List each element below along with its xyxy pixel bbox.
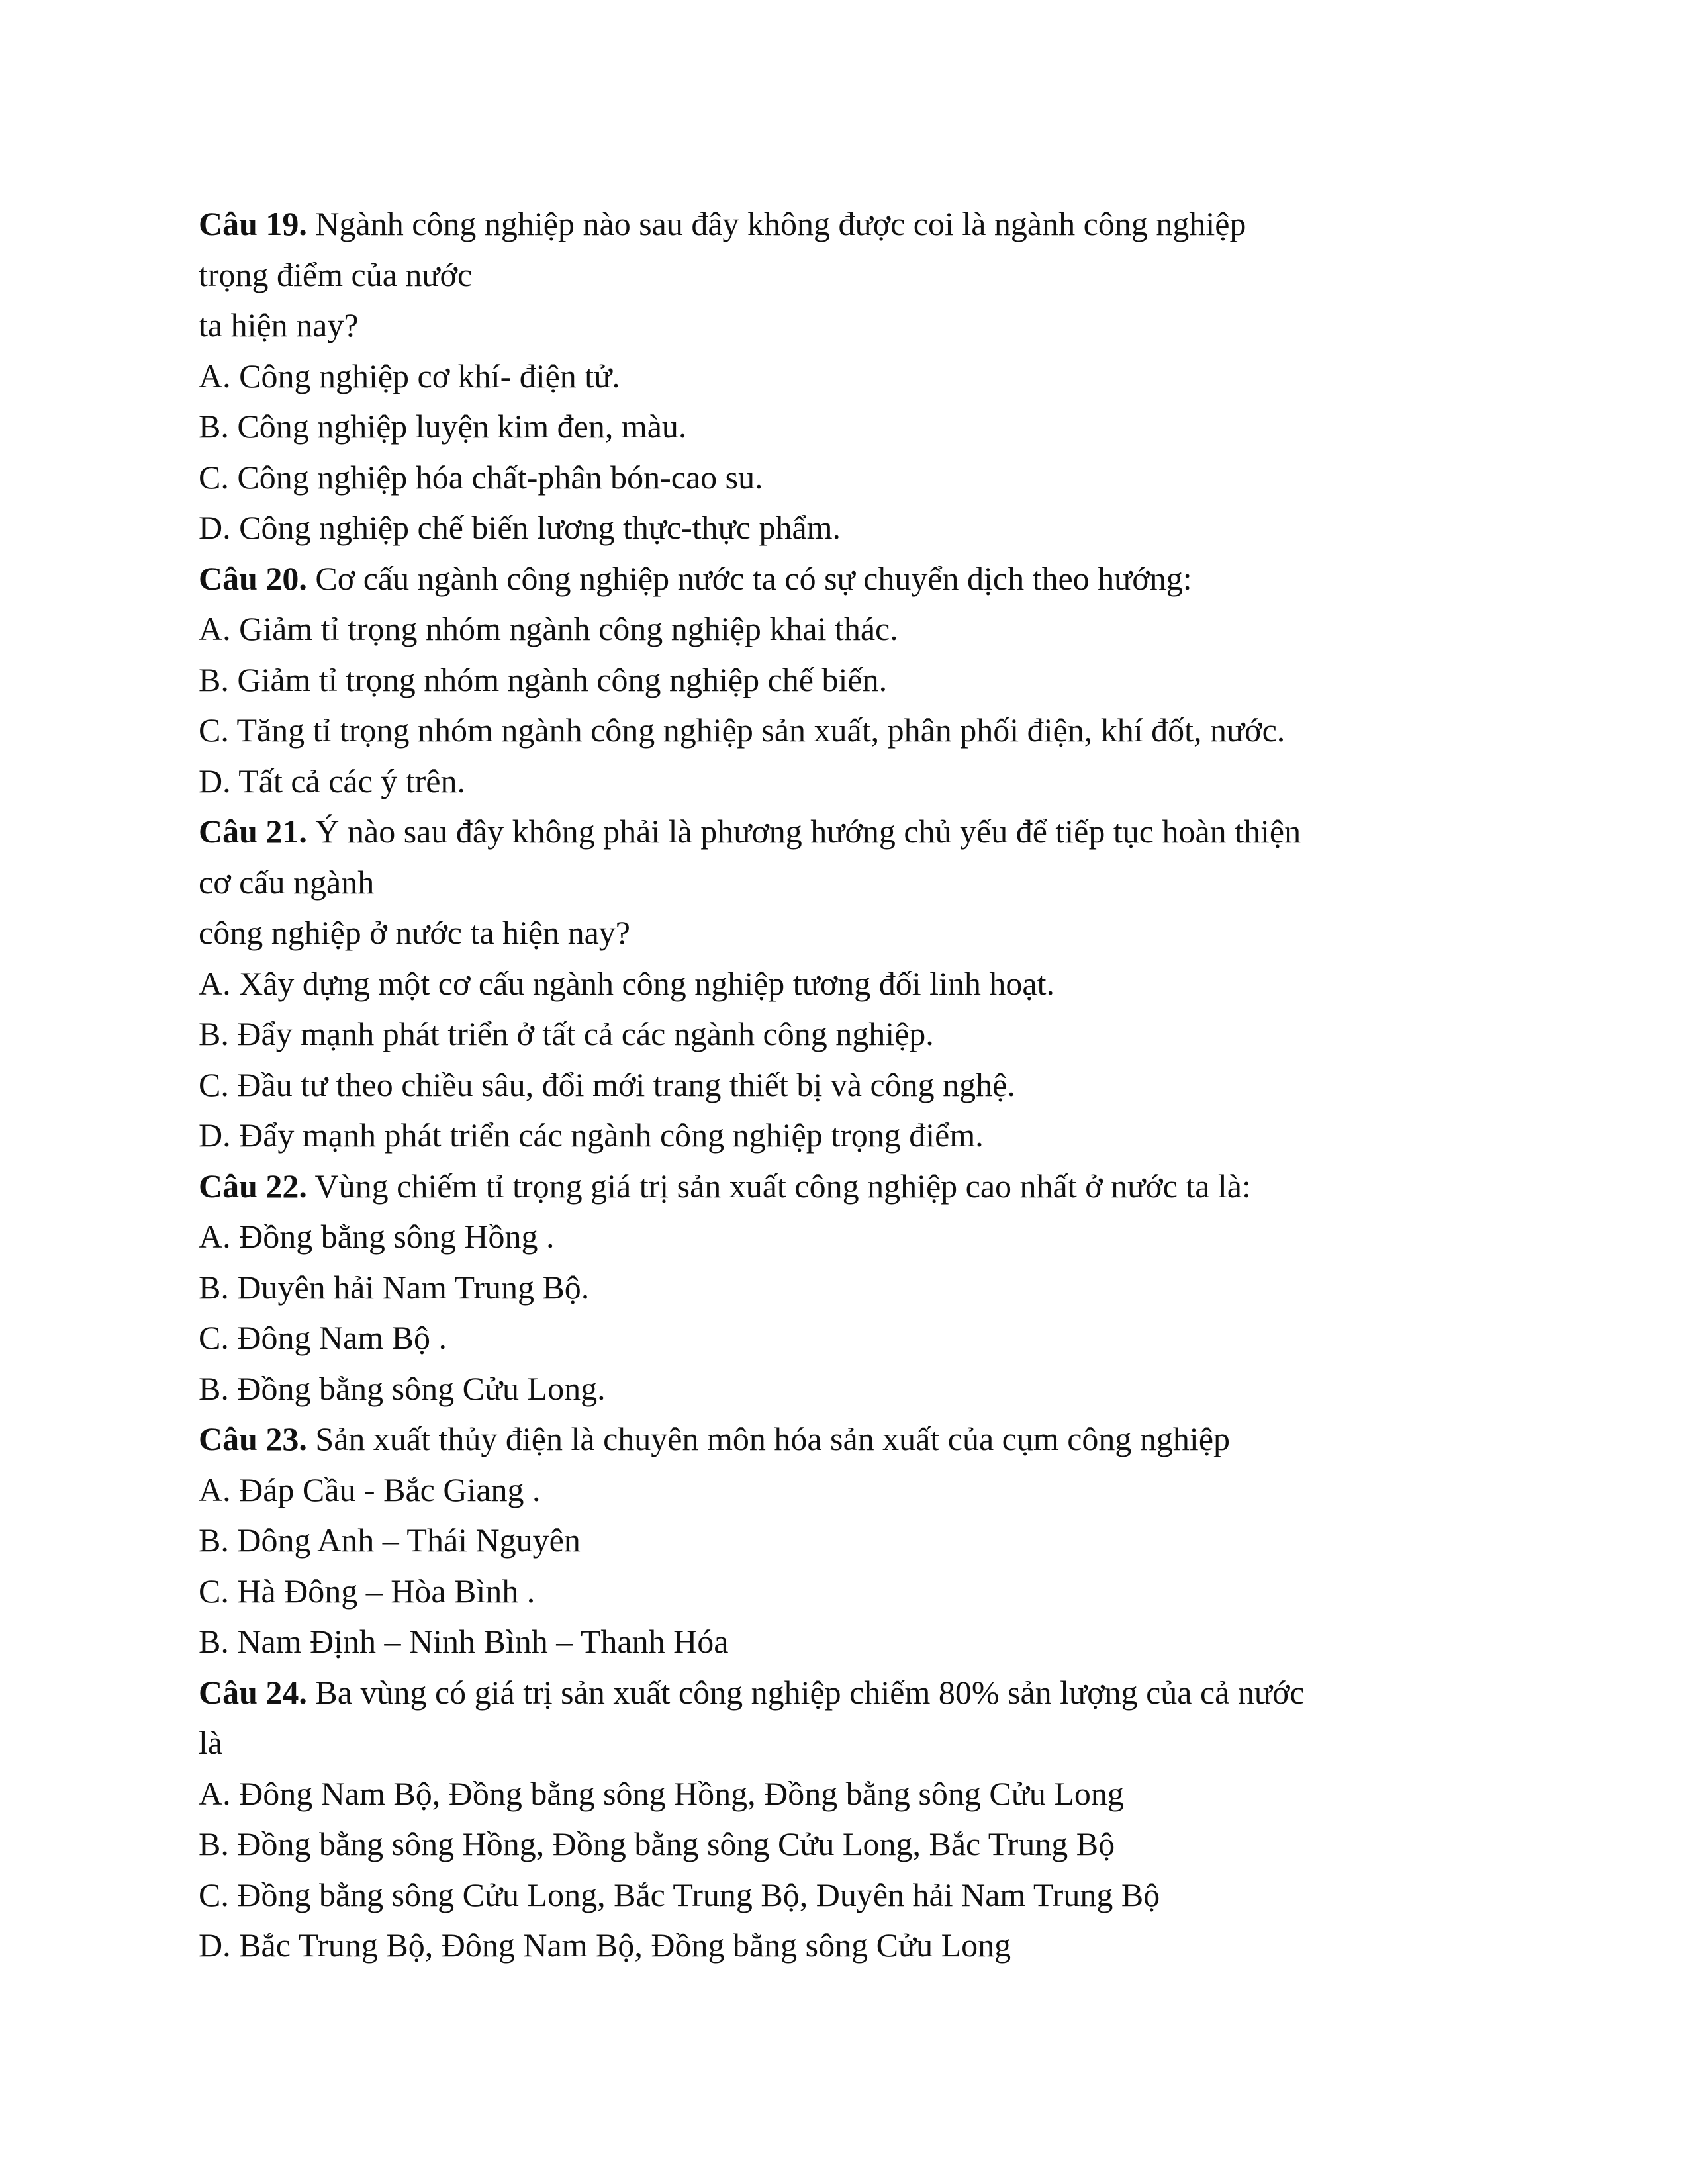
question-stem	[199, 806, 1509, 857]
question-text-continued: là	[199, 1724, 223, 1761]
question-21	[199, 806, 1509, 1161]
answer-option-c: C. Đông Nam Bộ .	[199, 1319, 447, 1356]
question-text: Ba vùng có giá trị sản xuất công nghiệp chiếm 80% sản lượng của cả nước	[315, 1673, 1305, 1711]
document-page	[199, 199, 1509, 1971]
question-text: Ý nào sau đây không phải là phương hướng chủ yếu để tiếp tục hoàn thiện	[315, 813, 1301, 850]
answer-option-c: C. Công nghiệp hóa chất-phân bón-cao su.	[199, 458, 763, 496]
answer-option-d: D. Tất cả các ý trên.	[199, 762, 466, 799]
question-23	[199, 1414, 1509, 1667]
answer-option-c: C. Hà Đông – Hòa Bình .	[199, 1572, 536, 1610]
answer-option-a: A. Công nghiệp cơ khí- điện tử.	[199, 357, 620, 394]
question-stem	[199, 1667, 1509, 1718]
question-stem	[199, 199, 1509, 250]
question-text: Ngành công nghiệp nào sau đây không được coi là ngành công nghiệp	[315, 205, 1246, 242]
answer-option-b: B. Duyên hải Nam Trung Bộ.	[199, 1268, 590, 1306]
question-text: Vùng chiếm tỉ trọng giá trị sản xuất công nghiệp cao nhất ở nước ta là:	[314, 1167, 1251, 1205]
answer-option-c: C. Tăng tỉ trọng nhóm ngành công nghiệp sản xuất, phân phối điện, khí đốt, nước.	[199, 711, 1286, 749]
question-stem	[199, 553, 1509, 604]
question-text-continued: cơ cấu ngành	[199, 863, 375, 901]
answer-option-b: B. Công nghiệp luyện kim đen, màu.	[199, 408, 687, 445]
question-stem	[199, 1414, 1509, 1465]
question-number: Câu 21.	[199, 813, 307, 850]
question-text-continued: trọng điểm của nước	[199, 255, 473, 293]
question-number: Câu 20.	[199, 559, 307, 597]
answer-option-d: B. Đồng bằng sông Cửu Long.	[199, 1369, 606, 1407]
answer-option-c: C. Đầu tư theo chiều sâu, đổi mới trang thiết bị và công nghệ.	[199, 1066, 1015, 1103]
question-text-continued: công nghiệp ở nước ta hiện nay?	[199, 914, 631, 951]
question-text: Sản xuất thủy điện là chuyên môn hóa sản xuất của cụm công nghiệp	[315, 1420, 1231, 1457]
answer-option-a: A. Đông Nam Bộ, Đồng bằng sông Hồng, Đồng bằng sông Cửu Long	[199, 1774, 1124, 1812]
answer-option-d: D. Bắc Trung Bộ, Đông Nam Bộ, Đồng bằng sông Cửu Long	[199, 1927, 1011, 1964]
answer-option-a: A. Đáp Cầu - Bắc Giang .	[199, 1471, 541, 1508]
answer-option-d: D. Công nghiệp chế biến lương thực-thực phẩm.	[199, 509, 841, 546]
answer-option-b: B. Đẩy mạnh phát triển ở tất cả các ngành công nghiệp.	[199, 1015, 934, 1052]
question-text-continued: ta hiện nay?	[199, 306, 359, 343]
answer-option-a: A. Đồng bằng sông Hồng .	[199, 1218, 555, 1255]
answer-option-c: C. Đồng bằng sông Cửu Long, Bắc Trung Bộ, Duyên hải Nam Trung Bộ	[199, 1876, 1160, 1913]
answer-option-b: B. Dông Anh – Thái Nguyên	[199, 1522, 581, 1559]
answer-option-d: B. Nam Định – Ninh Bình – Thanh Hóa	[199, 1623, 729, 1660]
question-19	[199, 199, 1509, 553]
question-24	[199, 1667, 1509, 1971]
question-20	[199, 553, 1509, 807]
question-text: Cơ cấu ngành công nghiệp nước ta có sự chuyển dịch theo hướng:	[315, 559, 1192, 597]
question-number: Câu 23.	[199, 1420, 307, 1457]
question-number: Câu 22.	[199, 1167, 307, 1205]
answer-option-a: A. Giảm tỉ trọng nhóm ngành công nghiệp khai thác.	[199, 610, 898, 647]
answer-option-d: D. Đẩy mạnh phát triển các ngành công nghiệp trọng điểm.	[199, 1116, 984, 1154]
question-number: Câu 24.	[199, 1673, 307, 1711]
answer-option-a: A. Xây dựng một cơ cấu ngành công nghiệp tương đối linh hoạt.	[199, 964, 1055, 1002]
answer-option-b: B. Giảm tỉ trọng nhóm ngành công nghiệp chế biến.	[199, 660, 888, 698]
question-number: Câu 19.	[199, 205, 307, 242]
question-stem	[199, 1161, 1509, 1212]
answer-option-b: B. Đồng bằng sông Hồng, Đồng bằng sông Cửu Long, Bắc Trung Bộ	[199, 1825, 1115, 1862]
question-22	[199, 1161, 1509, 1414]
